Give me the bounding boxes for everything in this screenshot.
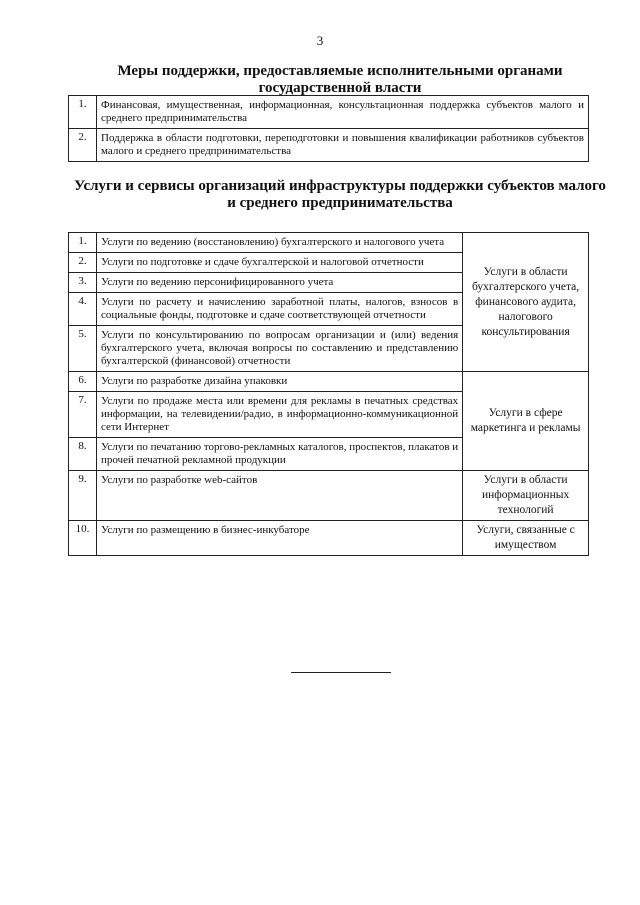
row-text: Услуги по консультированию по вопросам организации и (или) ведения бухгалтерского учета, включая вопросы по составлению и представлению бухгалтерской (финансовой) отчетности: [96, 326, 462, 372]
row-text: Услуги по размещению в бизнес-инкубаторе: [96, 521, 462, 556]
row-number: 3.: [69, 273, 97, 293]
page-number: 3: [316, 33, 324, 48]
table-row: [69, 521, 589, 556]
category-it: Услуги в области информационных технологий: [463, 471, 589, 521]
table-row: [69, 372, 589, 392]
row-number: 7.: [69, 392, 97, 438]
row-text: Услуги по ведению (восстановлению) бухгалтерского и налогового учета: [96, 233, 462, 253]
row-number: 2.: [69, 129, 97, 162]
table-row: [69, 233, 589, 253]
row-number: 8.: [69, 438, 97, 471]
row-number: 6.: [69, 372, 97, 392]
row-text: Услуги по печатанию торгово-рекламных каталогов, проспектов, плакатов и прочей печатной рекламной продукции: [96, 438, 462, 471]
section2-title: Услуги и сервисы организаций инфраструктуры поддержки субъектов малого и среднего предпринимательства: [74, 178, 606, 211]
table-row: [69, 129, 589, 162]
table-row: [69, 96, 589, 129]
row-number: 10.: [69, 521, 97, 556]
closing-divider: [291, 672, 391, 673]
row-text: Поддержка в области подготовки, переподготовки и повышения квалификации работников субъектов малого и среднего предпринимательства: [97, 129, 589, 162]
row-number: 2.: [69, 253, 97, 273]
row-text: Услуги по разработке дизайна упаковки: [96, 372, 462, 392]
category-accounting: Услуги в области бухгалтерского учета, финансового аудита, налогового консультирования: [463, 233, 589, 372]
row-number: 1.: [69, 96, 97, 129]
row-text: Услуги по ведению персонифицированного учета: [96, 273, 462, 293]
row-text: Услуги по разработке web-сайтов: [96, 471, 462, 521]
row-text: Услуги по расчету и начислению заработной платы, налогов, взносов в социальные фонды, подготовке и сдаче соответствующей отчетности: [96, 293, 462, 326]
row-number: 5.: [69, 326, 97, 372]
row-text: Финансовая, имущественная, информационная, консультационная поддержка субъектов малого и среднего предпринимательства: [97, 96, 589, 129]
table-row: [69, 471, 589, 521]
row-number: 9.: [69, 471, 97, 521]
row-number: 4.: [69, 293, 97, 326]
category-property: Услуги, связанные с имуществом: [463, 521, 589, 556]
category-marketing: Услуги в сфере маркетинга и рекламы: [463, 372, 589, 471]
section1-title: Меры поддержки, предоставляемые исполнительными органами государственной власти: [117, 63, 563, 96]
support-measures-table: [68, 95, 589, 162]
row-text: Услуги по подготовке и сдаче бухгалтерской и налоговой отчетности: [96, 253, 462, 273]
row-text: Услуги по продаже места или времени для рекламы в печатных средствах информации, на телевидении/радио, в информационно-коммуникационной сети Интернет: [96, 392, 462, 438]
services-table: [68, 232, 589, 556]
row-number: 1.: [69, 233, 97, 253]
